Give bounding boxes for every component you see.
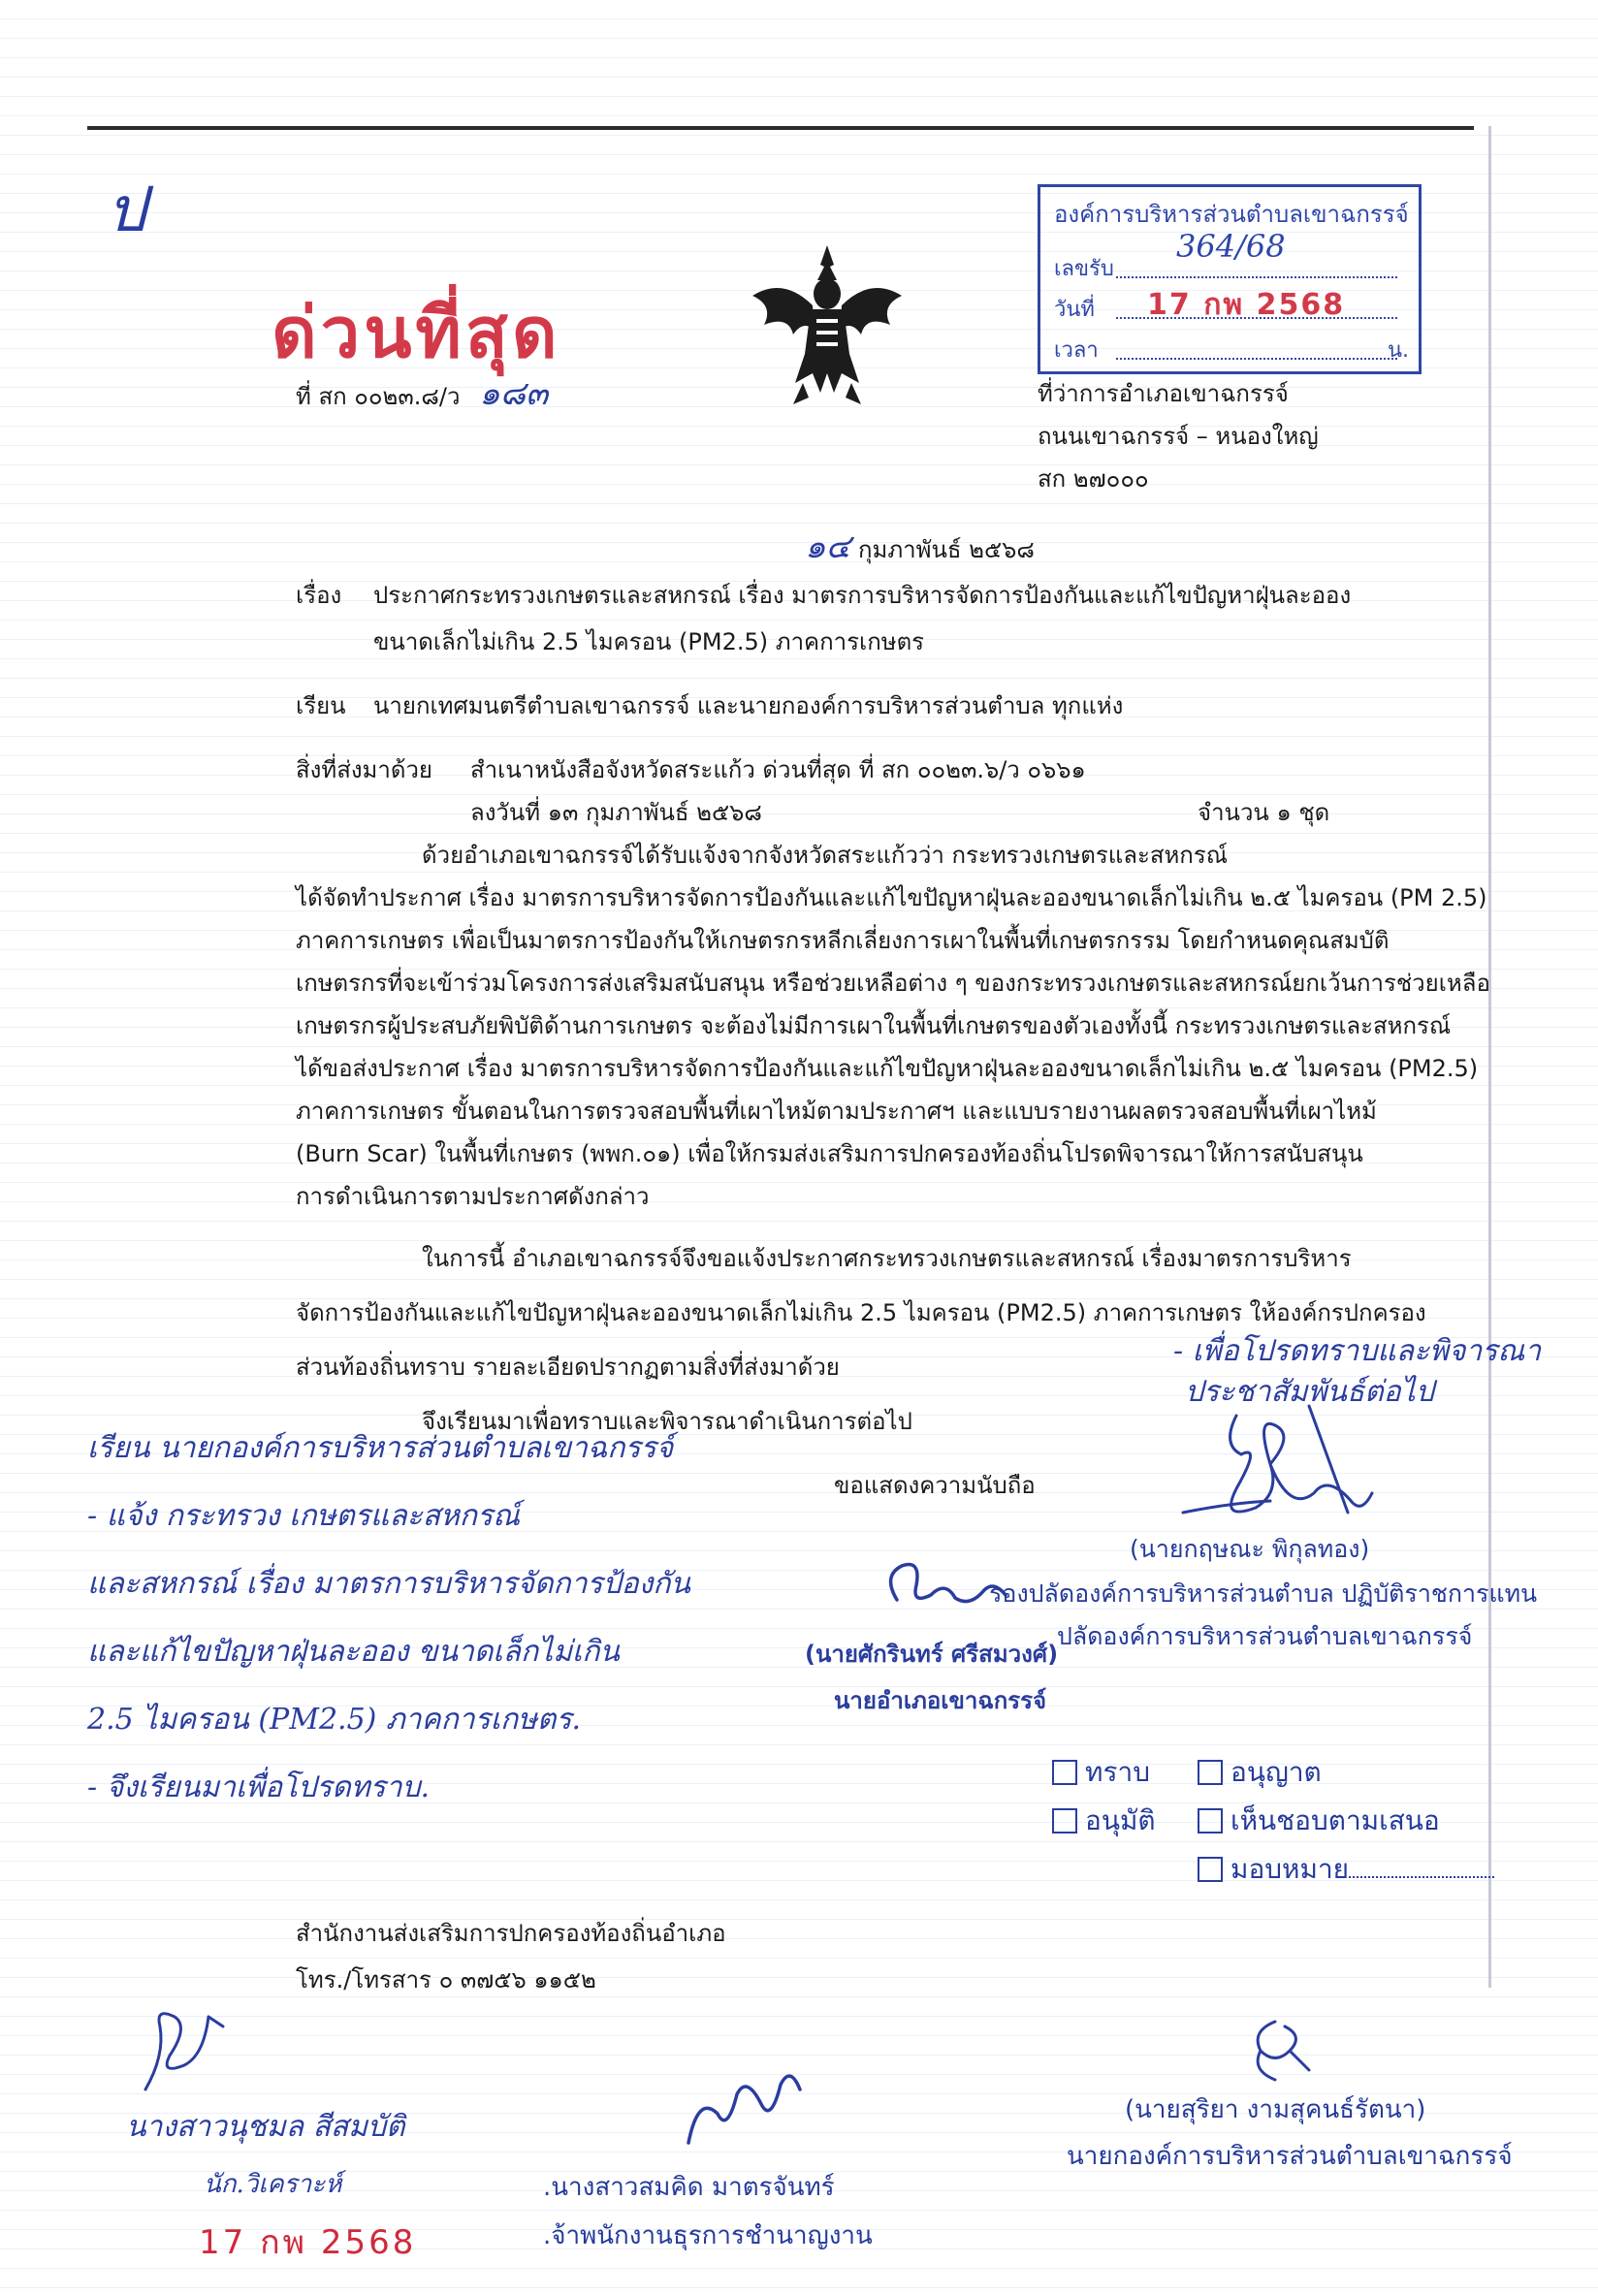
- mayor-name: (นายสุริยา งามสุคนธ์รัตนา): [1125, 2095, 1426, 2124]
- bottom-left-date-stamp: 17 กพ 2568: [199, 2223, 417, 2262]
- clerk-signature: [669, 2056, 815, 2162]
- left-hand-note-line: - แจ้ง กระทรวง เกษตรและสหกรณ์: [87, 1499, 520, 1533]
- corner-hand-mark: ป: [107, 175, 146, 246]
- office-line3: สก ๒๗๐๐๐: [1038, 465, 1149, 493]
- subject-label: เรื่อง: [296, 582, 342, 609]
- check-label: อนุญาต: [1230, 1756, 1322, 1788]
- check-label: อนุมัติ: [1085, 1804, 1156, 1836]
- mayor-title: นายกองค์การบริหารส่วนตำบลเขาฉกรรจ์: [1067, 2142, 1513, 2171]
- body1-line: ภาคการเกษตร เพื่อเป็นมาตรการป้องกันให้เกษตรกรหลีกเลี่ยงการเผาในพื้นที่เกษตรกรรม โดยกำหนดคุณสมบัติ: [296, 927, 1390, 954]
- enclosure-label: สิ่งที่ส่งมาด้วย: [296, 756, 432, 783]
- clerk-name: .นางสาวสมคิด มาตรจันทร์: [543, 2173, 835, 2202]
- body1-line: เกษตรกรที่จะเข้าร่วมโครงการส่งเสริมสนับสนุน หรือช่วยเหลือต่าง ๆ ของกระทรวงเกษตรและสหกรณ์ยกเว้นการช่วยเหลือ: [296, 970, 1490, 997]
- receipt-date-value: 17 กพ 2568: [1147, 288, 1346, 322]
- deputy-title1: รองปลัดองค์การบริหารส่วนตำบล ปฏิบัติราชการแทน: [989, 1579, 1538, 1608]
- bottom-left-hand-name: นางสาวนุชมล สีสมบัติ: [126, 2110, 405, 2144]
- body1-line: (Burn Scar) ในพื้นที่เกษตร (พพก.๐๑) เพื่อให้กรมส่งเสริมการปกครองท้องถิ่นโปรดพิจารณาให้การสนับสนุน: [296, 1140, 1363, 1167]
- check-option-1[interactable]: [1052, 1757, 1150, 1788]
- left-hand-note-line: และสหกรณ์ เรื่อง มาตรการบริหารจัดการป้องกัน: [87, 1567, 690, 1601]
- checkbox-icon[interactable]: [1052, 1808, 1077, 1834]
- date-text: กุมภาพันธ์ ๒๕๖๘: [857, 536, 1035, 563]
- top-border-line: [87, 126, 1474, 130]
- footer-office: สำนักงานส่งเสริมการปกครองท้องถิ่นอำเภอ: [296, 1920, 726, 1947]
- check-label: มอบหมาย: [1230, 1853, 1350, 1885]
- body1-line: การดำเนินการตามประกาศดังกล่าว: [296, 1183, 650, 1210]
- left-hand-note-line: เรียน นายกองค์การบริหารส่วนตำบลเขาฉกรรจ์: [87, 1431, 674, 1465]
- checkbox-icon[interactable]: [1198, 1808, 1223, 1834]
- check-option-4[interactable]: [1198, 1805, 1440, 1836]
- deputy-name: (นายกฤษณะ พิกุลทอง): [1130, 1535, 1370, 1563]
- check-option-3[interactable]: [1052, 1805, 1156, 1836]
- sender-title: นายอำเภอเขาฉกรรจ์: [834, 1687, 1047, 1714]
- office-line2: ถนนเขาฉกรรจ์ – หนองใหญ่: [1038, 423, 1319, 450]
- subject-line2: ขนาดเล็กไม่เกิน 2.5 ไมครอน (PM2.5) ภาคการเกษตร: [373, 628, 925, 655]
- left-hand-note-line: และแก้ไขปัญหาฝุ่นละออง ขนาดเล็กไม่เกิน: [87, 1635, 620, 1669]
- garuda-emblem-icon: [745, 238, 910, 407]
- bottom-left-hand-title: นัก.วิเคราะห์: [204, 2170, 342, 2199]
- closing-line: จึงเรียนมาเพื่อทราบและพิจารณาดำเนินการต่อไป: [422, 1408, 912, 1435]
- check-option-5[interactable]: [1198, 1854, 1494, 1885]
- body1-line: เกษตรกรผู้ประสบภัยพิบัติด้านการเกษตร จะต้องไม่มีการเผาในพื้นที่เกษตรของตัวเองทั้งนี้ กระทรวงเกษตรและสหกรณ์: [296, 1012, 1452, 1039]
- body2-line: ในการนี้ อำเภอเขาฉกรรจ์จึงขอแจ้งประกาศกระทรวงเกษตรและสหกรณ์ เรื่องมาตรการบริหาร: [422, 1245, 1352, 1272]
- to-label: เรียน: [296, 692, 346, 719]
- sender-name: (นายศักรินทร์ ศรีสมวงศ์): [805, 1641, 1059, 1668]
- body2-line: ส่วนท้องถิ่นทราบ รายละเอียดปรากฏตามสิ่งที่ส่งมาด้วย: [296, 1354, 840, 1381]
- date-hand: ๑๔: [805, 527, 851, 566]
- left-hand-note-line: 2.5 ไมครอน (PM2.5) ภาคการเกษตร.: [87, 1703, 582, 1737]
- enclosure-line2: ลงวันที่ ๑๓ กุมภาพันธ์ ๒๕๖๘: [470, 799, 762, 826]
- receipt-date-label: วันที่: [1054, 298, 1095, 322]
- enclosure-qty: จำนวน ๑ ชุด: [1198, 799, 1330, 826]
- regards: ขอแสดงความนับถือ: [834, 1472, 1036, 1499]
- receipt-org: องค์การบริหารส่วนตำบลเขาฉกรรจ์: [1054, 201, 1409, 228]
- doc-number: [296, 374, 549, 413]
- body1-line: ได้ขอส่งประกาศ เรื่อง มาตรการบริหารจัดการป้องกันและแก้ไขปัญหาฝุ่นละอองขนาดเล็กไม่เกิน ๒.๕ ไมครอน (PM2.5): [296, 1055, 1479, 1082]
- subject-line1: ประกาศกระทรวงเกษตรและสหกรณ์ เรื่อง มาตรการบริหารจัดการป้องกันและแก้ไขปัญหาฝุ่นละออง: [373, 582, 1352, 609]
- urgent-stamp: ด่วนที่สุด: [272, 291, 561, 373]
- checkbox-icon[interactable]: [1052, 1760, 1077, 1785]
- body1-line: ด้วยอำเภอเขาฉกรรจ์ได้รับแจ้งจากจังหวัดสระแก้วว่า กระทรวงเกษตรและสหกรณ์: [422, 842, 1228, 869]
- deputy-signature: [1125, 1377, 1406, 1532]
- check-option-2[interactable]: [1198, 1757, 1322, 1788]
- to-text: นายกเทศมนตรีตำบลเขาฉกรรจ์ และนายกองค์การบริหารส่วนตำบล ทุกแห่ง: [373, 692, 1124, 719]
- receipt-time-label: เวลา: [1054, 338, 1099, 363]
- deputy-title2: ปลัดองค์การบริหารส่วนตำบลเขาฉกรรจ์: [1057, 1622, 1473, 1650]
- doc-number-hand: ๑๘๓: [479, 374, 549, 413]
- receipt-stamp-box: [1038, 184, 1422, 374]
- receipt-no-value: 364/68: [1176, 228, 1286, 265]
- footer-tel: โทร./โทรสาร ๐ ๓๗๕๖ ๑๑๕๒: [296, 1966, 596, 1993]
- mayor-signature: [1231, 2012, 1319, 2089]
- clerk-title: .จ้าพนักงานธุรการชำนาญงาน: [543, 2221, 873, 2250]
- doc-number-text: ที่ สก ๐๐๒๓.๘/ว: [296, 383, 461, 410]
- letter-date: [805, 527, 1035, 566]
- check-label: เห็นชอบตามเสนอ: [1230, 1804, 1440, 1836]
- checkbox-icon[interactable]: [1198, 1857, 1223, 1882]
- body2-line: จัดการป้องกันและแก้ไขปัญหาฝุ่นละอองขนาดเล็กไม่เกิน 2.5 ไมครอน (PM2.5) ภาคการเกษตร ให้องค์กรปกครอง: [296, 1299, 1426, 1326]
- right-hand-note-line: ประชาสัมพันธ์ต่อไป: [1185, 1375, 1434, 1409]
- receipt-time-line: [1116, 333, 1397, 360]
- receipt-time-unit: น.: [1388, 338, 1410, 363]
- enclosure-line1: สำเนาหนังสือจังหวัดสระแก้ว ด่วนที่สุด ที่ สก ๐๐๒๓.๖/ว ๐๖๖๑: [470, 756, 1086, 783]
- right-margin-line: [1488, 126, 1491, 1988]
- right-hand-note-line: - เพื่อโปรดทราบและพิจารณา: [1173, 1334, 1542, 1368]
- body1-line: ภาคการเกษตร ขั้นตอนในการตรวจสอบพื้นที่เผาไหม้ตามประกาศฯ และแบบรายงานผลตรวจสอบพื้นที่เผาไหม้: [296, 1098, 1377, 1125]
- receipt-no-label: เลขรับ: [1054, 257, 1114, 281]
- office-line1: ที่ว่าการอำเภอเขาฉกรรจ์: [1038, 380, 1289, 407]
- check-label: ทราบ: [1085, 1756, 1150, 1788]
- bottom-left-signature: [116, 1997, 233, 2104]
- checkbox-icon[interactable]: [1198, 1760, 1223, 1785]
- left-hand-note-line: - จึงเรียนมาเพื่อโปรดทราบ.: [87, 1770, 431, 1804]
- body1-line: ได้จัดทำประกาศ เรื่อง มาตรการบริหารจัดการป้องกันและแก้ไขปัญหาฝุ่นละอองขนาดเล็กไม่เกิน ๒.๕ ไมครอน (PM 2.5): [296, 884, 1487, 911]
